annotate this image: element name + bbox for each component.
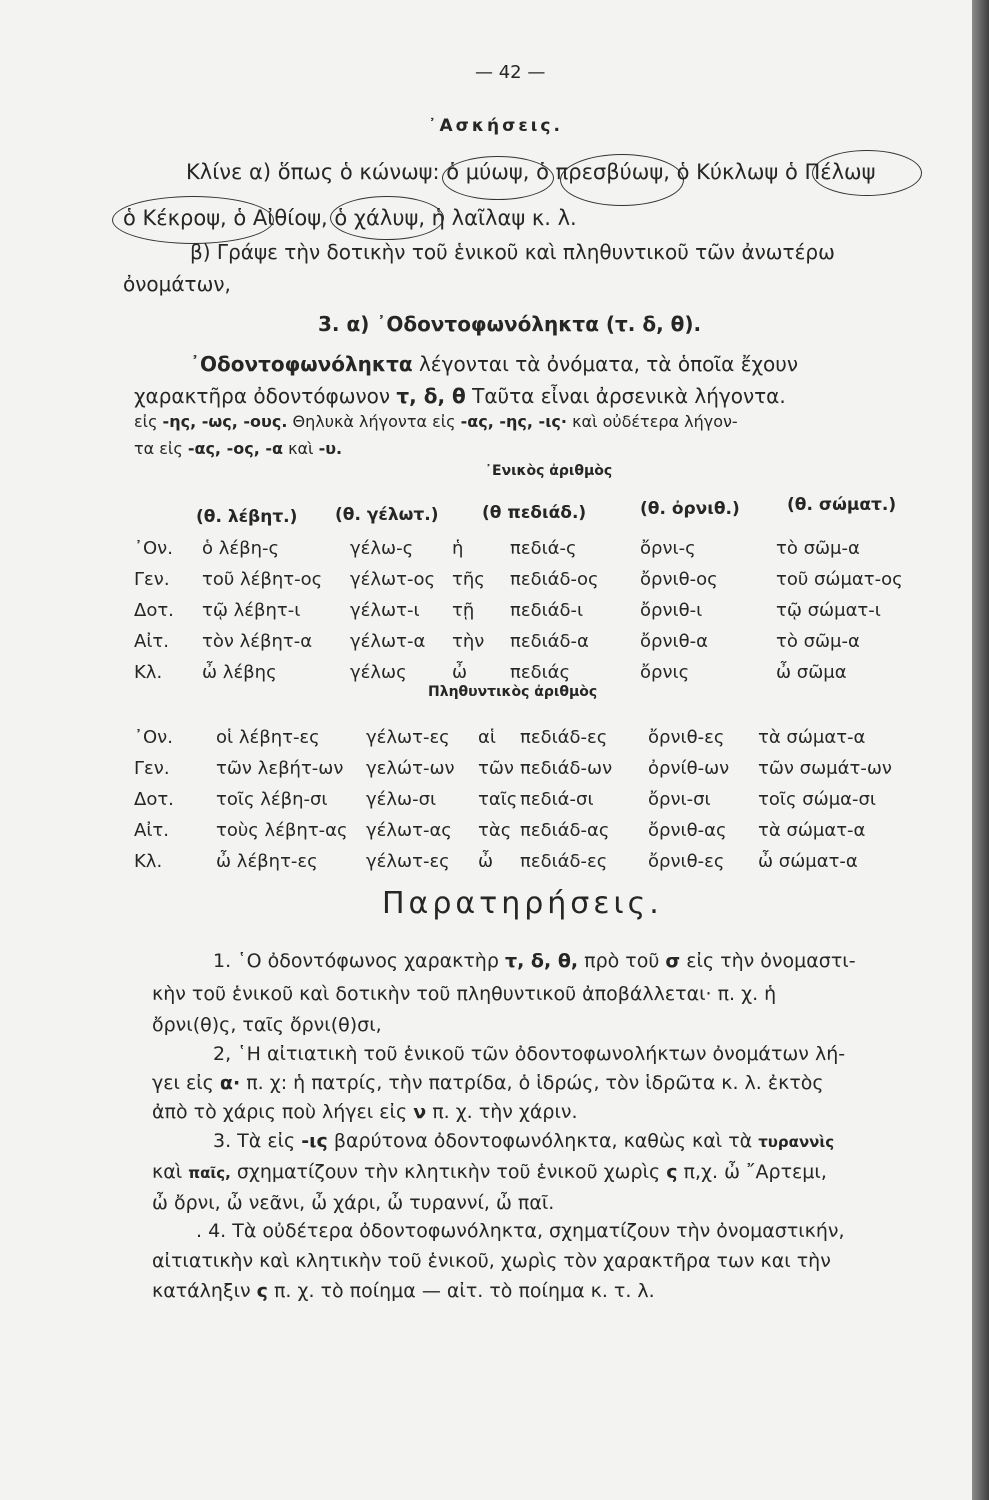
table-cell: ταῖς xyxy=(478,789,518,810)
note-4-line-1: . 4. Τὰ οὐδέτερα ὀδοντοφωνόληκτα, σχηματίζουν τὴν ὀνομαστικήν, xyxy=(196,1220,845,1242)
table-cell: τὸ σῶμ-α xyxy=(776,538,860,559)
exercise-line-1: Κλίνε α) ὅπως ὁ κώνωψ: ὁ μύωψ, ὁ πρεσβύωψ, ὁ Κύκλωψ ὁ Πέλωψ xyxy=(186,160,876,184)
definition-text: Ταῦτα εἶναι ἀρσενικὰ λήγοντα. xyxy=(472,384,786,408)
table-cell: τῆς xyxy=(452,569,485,590)
stem-header: (θ. ὀρνιθ.) xyxy=(640,499,740,519)
sigma-bold: σ xyxy=(665,950,681,972)
case-label: Αἰτ. xyxy=(134,631,169,652)
table-cell: τοῖς λέβη-σι xyxy=(216,789,328,810)
stem-header: (θ. σώματ.) xyxy=(787,495,897,515)
note-text: κατάληξιν xyxy=(152,1280,251,1302)
note-1-line-2: κὴν τοῦ ἑνικοῦ καὶ δοτικὴν τοῦ πληθυντικοῦ ἀποβάλλεται· π. χ. ἡ xyxy=(152,983,777,1005)
table-cell: γέλωτ-α xyxy=(350,631,426,652)
stem-header: (θ. γέλωτ.) xyxy=(335,505,439,525)
note-text: π. χ. τὸ ποίημα — αἰτ. τὸ ποίημα κ. τ. λ. xyxy=(273,1280,655,1302)
endings-bold: -υ. xyxy=(318,439,343,458)
note-3-line-2 xyxy=(152,1161,827,1183)
word-bold: παῖς, xyxy=(188,1164,231,1182)
table-cell: γέλω-ς xyxy=(350,538,414,559)
table-cell: τὴν xyxy=(452,631,485,652)
term-bold: ᾽Οδοντοφωνόληκτα xyxy=(190,352,413,376)
table-cell: γέλως xyxy=(350,662,407,683)
table-cell: πεδιά-ς xyxy=(510,538,577,559)
table-cell: ὦ σώματ-α xyxy=(758,851,858,872)
definition-text: εἰς xyxy=(134,412,158,431)
case-label: Γεν. xyxy=(134,758,170,779)
table-row xyxy=(134,533,916,564)
table-cell: πεδιάδ-ων xyxy=(520,758,613,779)
table-cell: τὰ σώματ-α xyxy=(758,820,866,841)
table-cell: πεδιάδ-ας xyxy=(520,820,610,841)
definition-text: καὶ οὐδέτερα λήγον- xyxy=(572,412,738,431)
table-cell: ὦ xyxy=(478,851,494,872)
table-cell: πεδιάδ-ες xyxy=(520,727,608,748)
table-cell: τὰς xyxy=(478,820,512,841)
table-cell: οἱ λέβητ-ες xyxy=(216,727,320,748)
notes-heading: Παρατηρήσεις. xyxy=(382,886,663,921)
note-2-line-1: 2, ῾Η αἰτιατικὴ τοῦ ἑνικοῦ τῶν ὀδοντοφωνολήκτων ὀνομάτων λή- xyxy=(213,1043,846,1065)
table-cell: τὸ σῶμ-α xyxy=(776,631,860,652)
note-1-line-3: ὄρνι(θ)ς, ταῖς ὄρνι(θ)σι, xyxy=(152,1014,382,1036)
note-text: πρὸ τοῦ xyxy=(584,950,660,972)
consonants-bold: τ, δ, θ xyxy=(396,384,466,408)
case-label: ᾽Ον. xyxy=(134,538,173,559)
case-label: ᾽Ον. xyxy=(134,727,173,748)
alpha-bold: α· xyxy=(219,1072,241,1094)
definition-line-2 xyxy=(134,384,786,408)
note-2-line-2 xyxy=(152,1072,824,1094)
table-cell: ὦ λέβης xyxy=(202,662,277,683)
table-cell: γέλωτ-ας xyxy=(366,820,452,841)
definition-text: τα εἰς xyxy=(134,439,183,458)
table-cell: τῶν xyxy=(478,758,514,779)
table-row xyxy=(134,846,908,877)
exercises-heading: ᾽Ασκήσεις. xyxy=(428,116,563,136)
table-cell: ὦ λέβητ-ες xyxy=(216,851,318,872)
note-text: καὶ xyxy=(152,1161,183,1183)
table-cell: ὄρνιθ-ες xyxy=(648,727,725,748)
note-text: 1. ῾Ο ὀδοντόφωνος χαρακτὴρ xyxy=(213,950,499,972)
note-text: γει εἰς xyxy=(152,1072,214,1094)
table-cell: ὄρνιθ-ι xyxy=(640,600,703,621)
table-cell: ὄρνις xyxy=(640,662,690,683)
table-cell: ὄρνιθ-α xyxy=(640,631,708,652)
table-cell: ὄρνιθ-ας xyxy=(648,820,727,841)
singular-declension-table xyxy=(134,533,916,688)
case-label: Γεν. xyxy=(134,569,170,590)
consonants-bold: τ, δ, θ, xyxy=(504,950,579,972)
endings-bold: -ης, -ως, -ους. xyxy=(162,412,288,431)
exercise-line-2: ὁ Κέκροψ, ὁ Αἰθίοψ, ὁ χάλυψ, ἡ λαῖλαψ κ. λ. xyxy=(123,206,577,230)
ending-bold: -ις xyxy=(301,1130,328,1152)
table-cell: πεδιάδ-ες xyxy=(520,851,608,872)
table-cell: ὄρνι-ς xyxy=(640,538,696,559)
note-4-line-3 xyxy=(152,1280,655,1302)
definition-text: καὶ xyxy=(288,439,314,458)
table-row xyxy=(134,595,916,626)
table-cell: ὁ λέβη-ς xyxy=(202,538,280,559)
table-cell: τῶν σωμάτ-ων xyxy=(758,758,892,779)
sigma-bold: ς xyxy=(666,1161,678,1183)
plural-declension-table xyxy=(134,722,908,877)
case-label: Δοτ. xyxy=(134,789,174,810)
page-number: — 42 — xyxy=(475,62,546,83)
endings-bold: -ας, -ης, -ις· xyxy=(460,412,567,431)
table-cell: πεδιάδ-ος xyxy=(510,569,599,590)
note-text: π,χ. ὦ ῎Αρτεμι, xyxy=(683,1161,827,1183)
stem-header: (θ. λέβητ.) xyxy=(196,507,298,527)
definition-line-1 xyxy=(190,352,798,376)
definition-text: χαρακτῆρα ὀδοντόφωνον xyxy=(134,384,391,408)
note-text: σχηματίζουν τὴν κλητικὴν τοῦ ἑνικοῦ χωρὶς xyxy=(236,1161,661,1183)
note-text: εἰς τὴν ὀνομαστι- xyxy=(686,950,856,972)
table-cell: πεδιάδ-ι xyxy=(510,600,584,621)
exercise-line-4: ὀνομάτων, xyxy=(123,272,231,296)
endings-bold: -ας, -ος, -α xyxy=(187,439,283,458)
table-cell: αἱ xyxy=(478,727,496,748)
table-cell: ὄρνιθ-ες xyxy=(648,851,725,872)
table-cell: γέλωτ-ες xyxy=(366,727,450,748)
definition-line-3 xyxy=(134,412,738,431)
stem-header: (θ πεδιάδ.) xyxy=(482,503,587,523)
table-row xyxy=(134,815,908,846)
note-3-line-1 xyxy=(213,1130,834,1152)
table-row xyxy=(134,626,916,657)
table-cell: γέλωτ-ι xyxy=(350,600,420,621)
definition-line-4 xyxy=(134,439,342,458)
definition-text: λέγονται τὰ ὀνόματα, τὰ ὁποῖα ἔχουν xyxy=(418,352,799,376)
table-cell: ὦ xyxy=(452,662,468,683)
exercise-line-3: β) Γράψε τὴν δοτικὴν τοῦ ἑνικοῦ καὶ πληθυντικοῦ τῶν ἀνωτέρω xyxy=(190,240,835,264)
table-cell: γελώτ-ων xyxy=(366,758,455,779)
table-cell: τοὺς λέβητ-ας xyxy=(216,820,348,841)
table-cell: ὄρνι-σι xyxy=(648,789,711,810)
table-cell: τὸν λέβητ-α xyxy=(202,631,313,652)
word-bold: τυραννὶς xyxy=(758,1133,835,1151)
table-cell: πεδιάς xyxy=(510,662,571,683)
note-4-line-2: αἰτιατικὴν καὶ κλητικὴν τοῦ ἑνικοῦ, χωρὶς τὸν χαρακτῆρα των και τὴν xyxy=(152,1250,831,1272)
table-row xyxy=(134,784,908,815)
case-label: Αἰτ. xyxy=(134,820,169,841)
plural-heading: Πληθυντικὸς ἀριθμὸς xyxy=(428,684,598,700)
nu-bold: ν xyxy=(413,1101,427,1123)
table-cell: ὦ σῶμα xyxy=(776,662,847,683)
table-cell: τοῦ σώματ-ος xyxy=(776,569,903,590)
note-text: π. χ. τὴν χάριν. xyxy=(432,1101,578,1123)
table-cell: γέλωτ-ος xyxy=(350,569,436,590)
table-cell: γέλω-σι xyxy=(366,789,437,810)
table-cell: τῇ xyxy=(452,600,475,621)
singular-heading: ᾽Ενικὸς ἀριθμὸς xyxy=(485,463,613,479)
table-cell: γέλωτ-ες xyxy=(366,851,450,872)
table-cell: τοῖς σώμα-σι xyxy=(758,789,877,810)
note-text: π. χ: ἡ πατρίς, τὴν πατρίδα, ὁ ἱδρώς, τὸν ἱδρῶτα κ. λ. ἐκτὸς xyxy=(246,1072,824,1094)
sigma-bold: ς xyxy=(256,1280,268,1302)
table-cell: τῷ σώματ-ι xyxy=(776,600,881,621)
table-cell: τῶν λεβήτ-ων xyxy=(216,758,344,779)
table-cell: τοῦ λέβητ-ος xyxy=(202,569,323,590)
note-text: βαρύτονα ὀδοντοφωνόληκτα, καθὼς καὶ τὰ xyxy=(333,1130,753,1152)
note-3-line-3: ὦ ὄρνι, ὦ νεᾶνι, ὦ χάρι, ὦ τυραννί, ὦ παῖ. xyxy=(152,1192,555,1214)
table-row xyxy=(134,564,916,595)
definition-text: Θηλυκὰ λήγοντα εἰς xyxy=(292,412,456,431)
case-label: Δοτ. xyxy=(134,600,174,621)
case-label: Κλ. xyxy=(134,851,163,872)
table-row xyxy=(134,722,908,753)
table-cell: ὀρνίθ-ων xyxy=(648,758,730,779)
table-cell: ἡ xyxy=(452,538,464,559)
table-cell: τῷ λέβητ-ι xyxy=(202,600,301,621)
note-text: ἀπὸ τὸ χάρις ποὺ λήγει εἰς xyxy=(152,1101,408,1123)
table-cell: τὰ σώματ-α xyxy=(758,727,866,748)
case-label: Κλ. xyxy=(134,662,163,683)
table-cell: πεδιάδ-α xyxy=(510,631,589,652)
note-text: 3. Τὰ εἰς xyxy=(213,1130,296,1152)
page-edge-shadow xyxy=(972,0,989,1500)
table-cell: πεδιά-σι xyxy=(520,789,594,810)
table-row xyxy=(134,753,908,784)
note-1-line-1 xyxy=(213,950,856,972)
note-2-line-3 xyxy=(152,1101,578,1123)
table-cell: ὄρνιθ-ος xyxy=(640,569,718,590)
section-title: 3. α) ᾽Οδοντοφωνόληκτα (τ. δ, θ). xyxy=(318,312,702,336)
